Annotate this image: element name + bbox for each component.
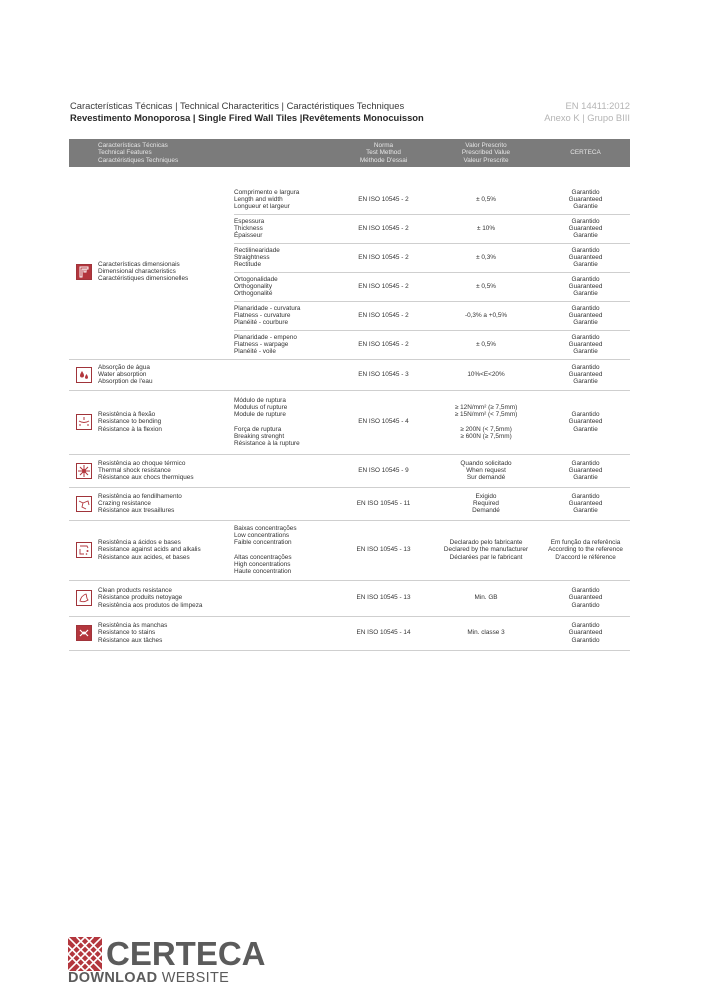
sub-flatness-curvature: Planaridade - curvatura Flatness - curvature Planéité - courbure [234, 301, 336, 330]
header-certeca: CERTECA [570, 149, 601, 157]
certeca-status: Em função da referência According to the reference D'accord le référence [541, 520, 630, 580]
download-website-link[interactable]: DOWNLOAD WEBSITE [68, 970, 230, 986]
certeca-status: Garantido Guaranteed Garantie [541, 214, 630, 243]
prescribed-value: ± 10% [431, 214, 541, 243]
table-row [69, 390, 630, 454]
certeca-status: Garantido Guaranteed Garantido [541, 616, 630, 650]
prescribed-value: 10%<E<20% [431, 359, 541, 390]
caliper-icon [76, 264, 92, 280]
table-row [69, 359, 630, 390]
sub-thickness: Espessura Thickness Épaisseur [234, 214, 336, 243]
test-method: EN ISO 10545 - 2 [336, 272, 431, 301]
table-row [69, 185, 630, 214]
test-method: EN ISO 10545 - 13 [336, 520, 431, 580]
feature-water-absorption: Absorção de água Water absorption Absorption de l'eau [98, 359, 336, 390]
feature-stains: Resistência às manchas Resistance to stains Résistance aux tâches [98, 616, 336, 650]
prescribed-value: ≥ 12N/mm² (≥ 7,5mm) ≥ 15N/mm² (< 7,5mm) ≥ 200N (< 7,5mm) ≥ 600N (≥ 7,5mm) [431, 390, 541, 454]
standard-code: EN 14411:2012 [565, 100, 630, 111]
header-title: Características Técnicas | Technical Characteritics | Caractéristiques Techniques [70, 100, 405, 111]
test-method: EN ISO 10545 - 2 [336, 301, 431, 330]
header-norm: Norma Test Method Méthode D'essai [359, 142, 408, 164]
water-drop-icon [76, 367, 92, 383]
certeca-status: Garantido Guaranteed Garantie [541, 272, 630, 301]
sub-straightness: Rectilinearidade Straightness Rectitude [234, 243, 336, 272]
sub-rupture: Módulo de ruptura Modulus of rupture Module de rupture Força de ruptura Breaking strenght Résistance à la rupture [234, 390, 336, 454]
test-method: EN ISO 10545 - 2 [336, 330, 431, 359]
feature-bending: Resistência à flexão Resistance to bending Résistance à la flexion [98, 390, 234, 454]
crazing-icon [76, 496, 92, 512]
certeca-status: Garantido Guaranteed Garantie [541, 301, 630, 330]
table-row [69, 616, 630, 650]
test-method: EN ISO 10545 - 2 [336, 243, 431, 272]
acid-drip-icon [76, 542, 92, 558]
feature-dimensional: Características dimensionais Dimensional characteristics Caractéristiques dimensionelles [98, 185, 234, 359]
test-method: EN ISO 10545 - 2 [336, 185, 431, 214]
test-method: EN ISO 10545 - 4 [336, 390, 431, 454]
prescribed-value: ± 0,5% [431, 185, 541, 214]
prescribed-value: Declarado pelo fabricante Declared by the manufacturer Déclarées par le fabricant [431, 520, 541, 580]
prescribed-value: -0,3% a +0,5% [431, 301, 541, 330]
table-row [69, 520, 630, 580]
prescribed-value: Min. classe 3 [431, 616, 541, 650]
sub-flatness-warpage: Planaridade - empeno Flatness - warpage Planéité - voile [234, 330, 336, 359]
sub-length-width: Comprimento e largura Length and width Longueur et largeur [234, 185, 336, 214]
sub-concentrations: Baixas concentrações Low concentrations Faible concentration Altas concentrações High concentrations Haute concentration [234, 520, 336, 580]
thermal-shock-icon [76, 463, 92, 479]
stain-icon [76, 625, 92, 641]
feature-thermal-shock: Resistência ao choque térmico Thermal shock resistance Résistance aux chocs thermiques [98, 454, 336, 487]
header-value: Valor Prescrito Prescribed Value Valeur Prescrite [461, 142, 511, 164]
test-method: EN ISO 10545 - 2 [336, 214, 431, 243]
certeca-status: Garantido Guaranteed Garantie [541, 243, 630, 272]
prescribed-value: ± 0,5% [431, 330, 541, 359]
feature-acids-bases: Resistência a ácidos e bases Resistance against acids and alkalis Résistance aux acides, et bases [98, 520, 234, 580]
sub-orthogonality: Ortogonalidade Orthogonality Orthogonalité [234, 272, 336, 301]
header-features: Características Técnicas Technical Features Caractéristiques Techniques [98, 142, 179, 164]
feature-crazing: Resistência ao fendilhamento Crazing resistance Résistance aux tresaillures [98, 487, 336, 520]
characteristics-table [69, 139, 630, 651]
table-row [69, 487, 630, 520]
certeca-status: Garantido Guaranteed Garantido [541, 580, 630, 616]
document-header [70, 100, 424, 124]
clean-hand-icon [76, 590, 92, 606]
certeca-status: Garantido Guaranteed Garantie [541, 359, 630, 390]
table-header-row [69, 139, 630, 167]
test-method: EN ISO 10545 - 11 [336, 487, 431, 520]
table-row [69, 454, 630, 487]
certeca-logo-mark-icon [68, 937, 102, 971]
certeca-status: Garantido Guaranteed Garantie [541, 390, 630, 454]
header-subtitle: Revestimento Monoporosa | Single Fired Wall Tiles |Revêtements Monocuisson [70, 112, 424, 123]
test-method: EN ISO 10545 - 13 [336, 580, 431, 616]
prescribed-value: ± 0,5% [431, 272, 541, 301]
prescribed-value: Exigido Required Demandé [431, 487, 541, 520]
certeca-status: Garantido Guaranteed Garantie [541, 185, 630, 214]
certeca-status: Garantido Guaranteed Garantie [541, 487, 630, 520]
test-method: EN ISO 10545 - 14 [336, 616, 431, 650]
prescribed-value: Quando solicitado When request Sur demandé [431, 454, 541, 487]
prescribed-value: ± 0,3% [431, 243, 541, 272]
bending-icon [76, 414, 92, 430]
test-method: EN ISO 10545 - 3 [336, 359, 431, 390]
standard-reference [544, 100, 630, 124]
certeca-logo[interactable] [68, 936, 288, 986]
certeca-status: Garantido Guaranteed Garantie [541, 454, 630, 487]
feature-clean-products: Clean products resistance Résistance produits netoyage Resistência aos produtos de limpeza [98, 580, 336, 616]
certeca-status: Garantido Guaranteed Garantie [541, 330, 630, 359]
annex-group: Anexo K | Grupo BIII [544, 112, 630, 123]
test-method: EN ISO 10545 - 9 [336, 454, 431, 487]
logo-wordmark: CERTECA [106, 935, 266, 972]
table-row [69, 580, 630, 616]
prescribed-value: Min. GB [431, 580, 541, 616]
